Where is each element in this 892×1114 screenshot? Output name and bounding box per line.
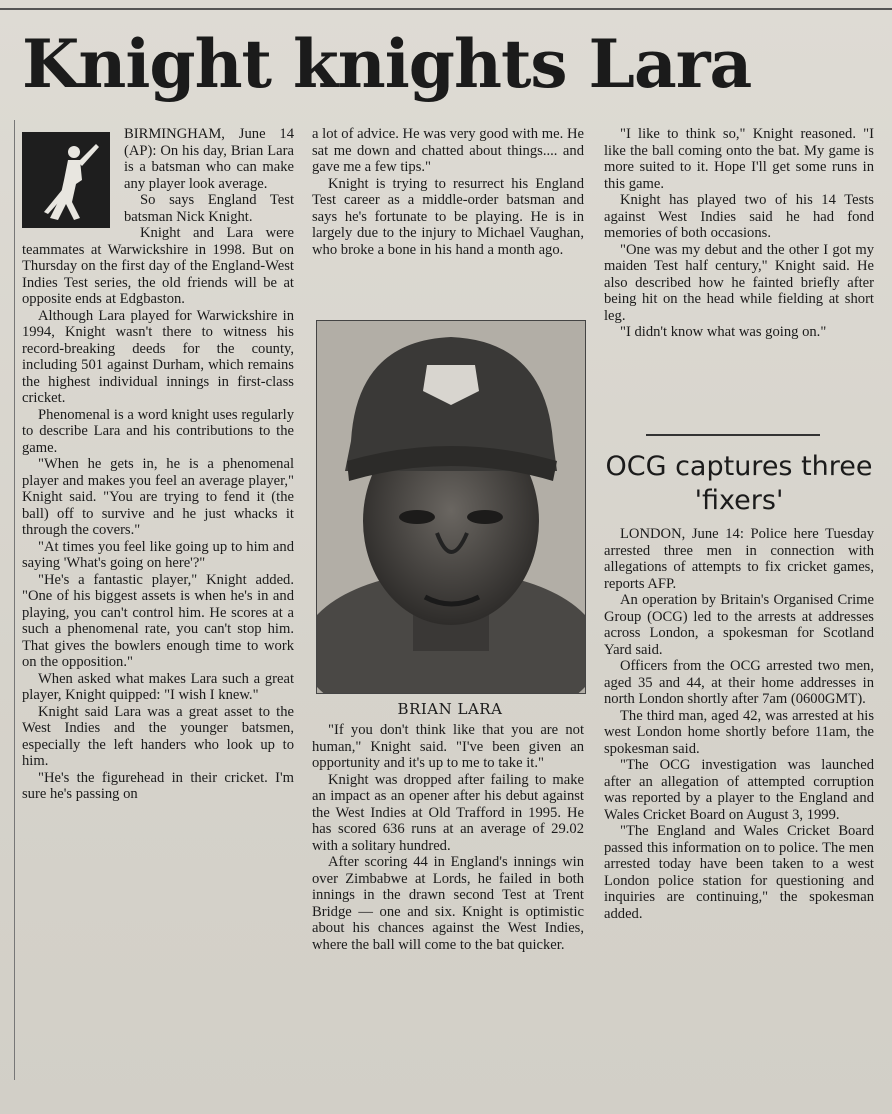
column-3-bottom	[604, 526, 874, 922]
paragraph: An operation by Britain's Organised Crime Group (OCG) led to the arrests at addresses across London, a spokesman for Scotland Yard said.	[604, 592, 874, 658]
player-photo	[316, 320, 586, 694]
paragraph: "One was my debut and the other I got my maiden Test half century," Knight said. He also described how he fainted briefly after being hit on the head while fielding at short leg.	[604, 241, 874, 324]
column-1	[22, 126, 294, 803]
paragraph: When asked what makes Lara such a great player, Knight quipped: "I wish I knew."	[22, 670, 294, 703]
paragraph: The third man, aged 42, was arrested at his west London home shortly before 11am, the spokesman said.	[604, 707, 874, 757]
paragraph: Knight has played two of his 14 Tests against West Indies said he had fond memories of both occasions.	[604, 192, 874, 241]
paragraph: Knight and Lara were teammates at Warwickshire in 1998. But on Thursday on the first day of the England-West Indies Test series, the old friends will be at opposite ends at Edgbaston.	[22, 225, 294, 307]
paragraph: Knight was dropped after failing to make an impact as an opener after his debut against the West Indies at Old Trafford in 1995. He has scored 636 runs at an average of 29.02 with a solitary hundred.	[312, 771, 584, 854]
subheadline: OCG captures three 'fixers'	[605, 451, 873, 516]
paragraph: Officers from the OCG arrested two men, aged 35 and 44, at their home addresses in north London shortly after 7am (0600GMT).	[604, 658, 874, 707]
top-rule	[0, 8, 892, 10]
paragraph: "I like to think so," Knight reasoned. "I like the ball coming onto the bat. My game is more suited to it. Hope I'll get some runs in this game.	[604, 126, 874, 192]
paragraph: Knight is trying to resurrect his England Test career as a middle-order batsman and says he's fortunate to be playing. He is in largely due to the injury to Michael Vaughan, who broke a bone in his hand a month ago.	[312, 175, 584, 258]
paragraph: "If you don't think like that you are not human," Knight said. "I've been given an opportunity and it's up to me to take it."	[312, 722, 584, 771]
headline: Knight knights Lara	[22, 25, 752, 103]
paragraph: "The OCG investigation was launched after an allegation of attempted corruption was reported by a player to the England and Wales Cricket Board on August 3, 1999.	[604, 757, 874, 823]
paragraph: a lot of advice. He was very good with me. He sat me down and chatted about things.... and gave me a few tips."	[312, 126, 584, 175]
cricket-batsman-icon	[22, 132, 110, 228]
paragraph: "When he gets in, he is a phenomenal player and makes you feel an average player," Knight said. "You are trying to fend it (the ball) off to survive and he just whacks it through the covers."	[22, 456, 294, 538]
column-2-top	[312, 126, 584, 258]
paragraph: So says England Test batsman Nick Knight.	[124, 192, 294, 225]
paragraph: "At times you feel like going up to him and saying 'What's going on here'?"	[22, 538, 294, 571]
paragraph: Phenomenal is a word knight uses regularly to describe Lara and his contributions to the game.	[22, 406, 294, 456]
paragraph: "The England and Wales Cricket Board passed this information on to police. The men arrested today have been taken to a west London police station for questioning and inquiries are continuing," the spokesman added.	[604, 823, 874, 922]
column-3-top	[604, 126, 874, 341]
column-2-bottom	[312, 722, 584, 953]
paragraph: Knight said Lara was a great asset to the West Indies and the younger batsmen, especially the left handers who look up to him.	[22, 703, 294, 769]
paragraph: "I didn't know what was going on."	[620, 324, 827, 340]
section-divider	[646, 434, 820, 436]
paragraph: "He's the figurehead in their cricket. I'm sure he's passing on	[22, 769, 294, 802]
paragraph: After scoring 44 in England's innings win over Zimbabwe at Lords, he failed in both innings in the drawn second Test at Trent Bridge — one and six. Knight is optimistic about his chances against the West Indies, where the ball will come to the bat quicker.	[312, 854, 584, 953]
paragraph: "He's a fantastic player," Knight added. "One of his biggest assets is when he's in and playing, you can't control him. He scores at a such a phenomenal rate, you can't stop him. That gives the bowlers enough time to work on the opposition."	[22, 571, 294, 670]
paragraph: Although Lara played for Warwickshire in 1994, Knight wasn't there to witness his record-breaking deeds for the county, including 501 against Durham, which remains the highest individual innings in first-class cricket.	[22, 307, 294, 406]
paragraph: LONDON, June 14: Police here Tuesday arrested three men in connection with allegations of attempts to fix cricket games, reports AFP.	[604, 526, 874, 592]
left-rule	[14, 120, 15, 1080]
photo-caption: BRIAN LARA	[397, 700, 503, 718]
dateline-paragraph: BIRMINGHAM, June 14 (AP): On his day, Brian Lara is a batsman who can make any player look average.	[124, 126, 294, 192]
